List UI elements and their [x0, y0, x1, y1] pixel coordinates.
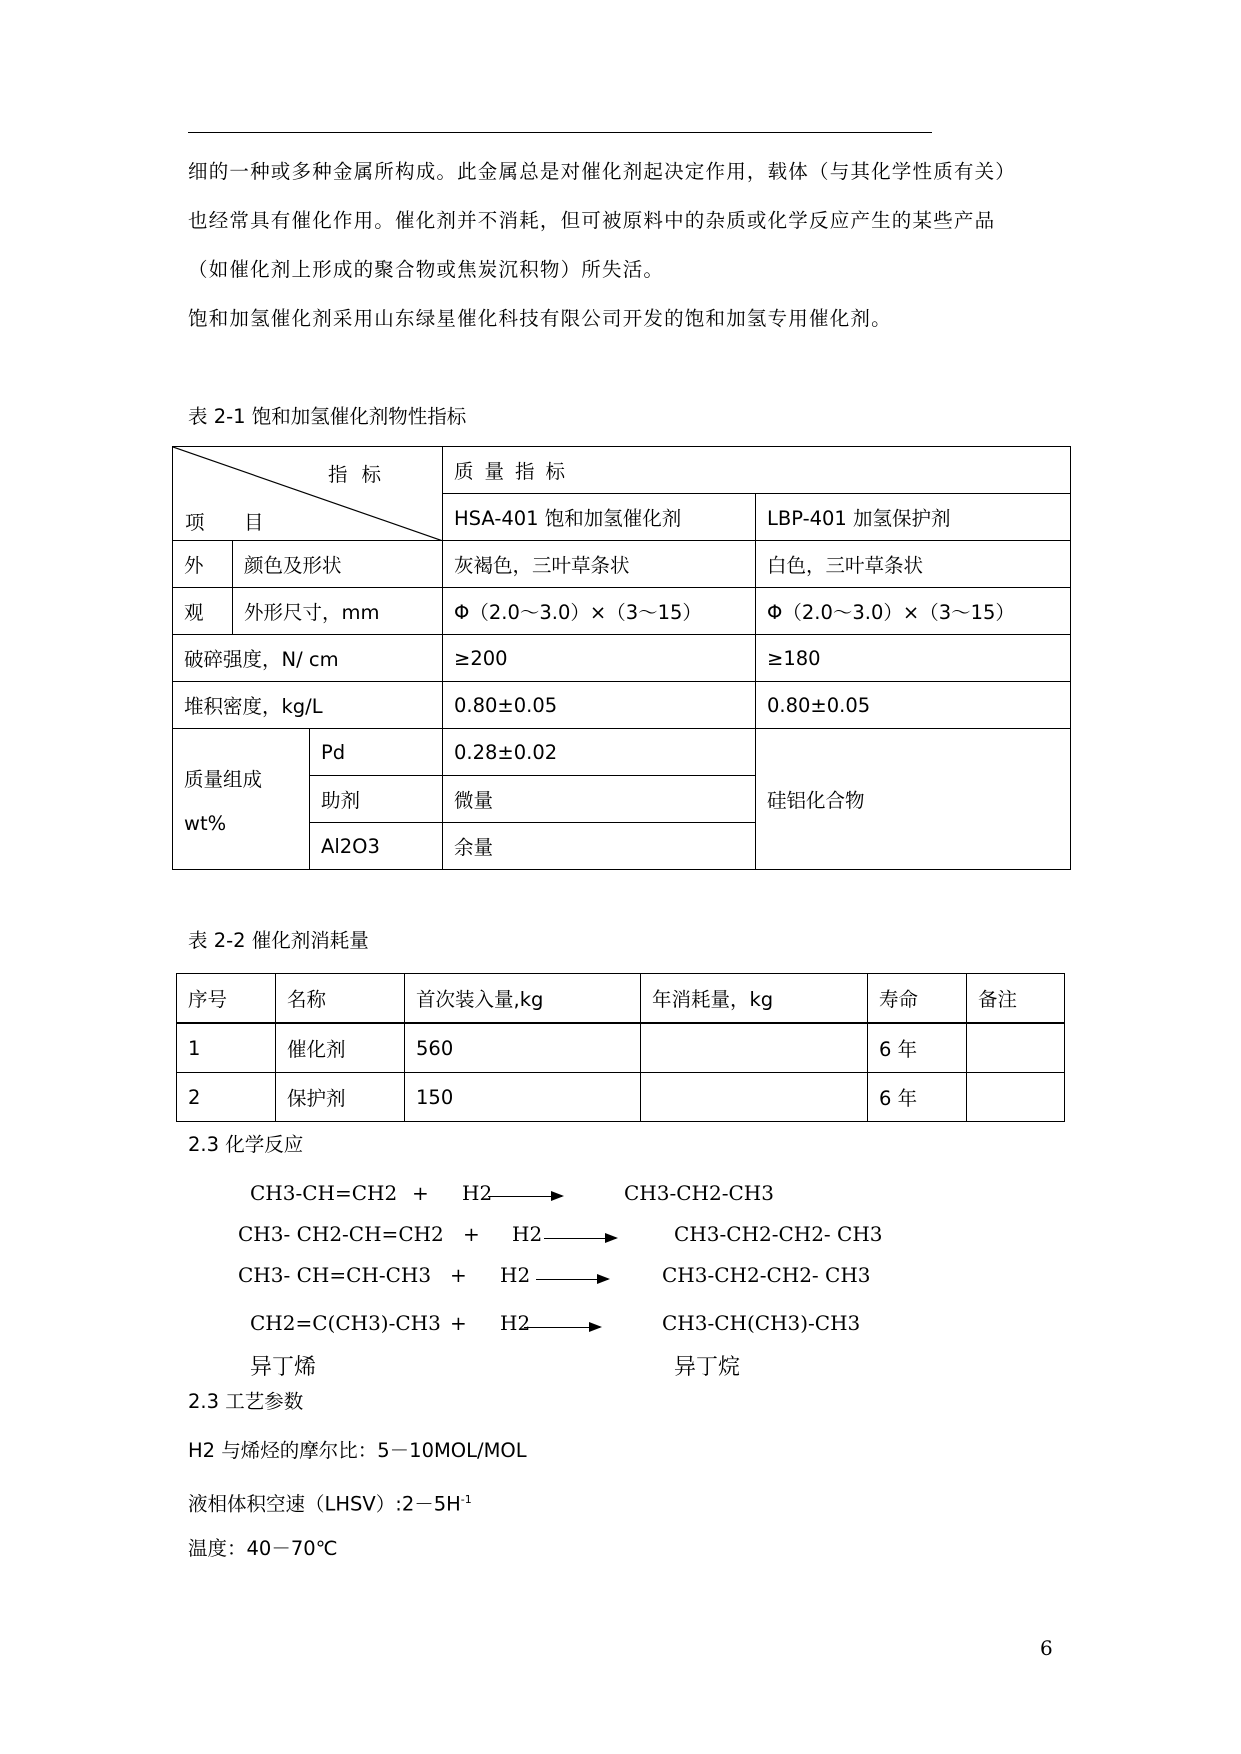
header-indicator-label: 指标	[328, 463, 396, 486]
reaction-2-plus: +	[463, 1222, 480, 1246]
table-cell: 2	[177, 1073, 276, 1122]
row-label-crush-strength: 破碎强度，N/ cm	[173, 635, 443, 682]
table-cell: 保护剂	[276, 1073, 405, 1122]
reaction-2-h2: H2	[512, 1222, 543, 1246]
reaction-3-product: CH3-CH2-CH2- CH3	[662, 1263, 871, 1287]
reaction-2-arrow	[544, 1238, 616, 1239]
reaction-2-product: CH3-CH2-CH2- CH3	[674, 1222, 883, 1246]
cell-value: ≥180	[756, 635, 1071, 682]
table-cell: 6 年	[868, 1023, 967, 1073]
col-header: 序号	[177, 974, 276, 1024]
component-value: 余量	[443, 823, 756, 870]
table-cell	[641, 1073, 868, 1122]
diagonal-line	[173, 447, 443, 541]
intro-line-4: 饱和加氢催化剂采用山东绿星催化科技有限公司开发的饱和加氢专用催化剂。	[188, 307, 892, 330]
param-h2-ratio: H2 与烯烃的摩尔比：5－10MOL/MOL	[188, 1439, 527, 1462]
table-cell: 1	[177, 1023, 276, 1073]
cell-value: Φ（2.0～3.0）×（3～15）	[756, 588, 1071, 635]
reaction-1-plus: +	[412, 1181, 429, 1205]
col-header: 年消耗量，kg	[641, 974, 868, 1024]
reaction-3-reactant: CH3- CH=CH-CH3	[238, 1263, 432, 1287]
reaction-3-h2: H2	[500, 1263, 531, 1287]
reaction-1-product: CH3-CH2-CH3	[624, 1181, 774, 1205]
reaction-1-h2: H2	[462, 1181, 493, 1205]
cell-value: 白色，三叶草条状	[756, 541, 1071, 588]
intro-line-1: 细的一种或多种金属所构成。此金属总是对催化剂起决定作用，载体（与其化学性质有关）	[188, 160, 1017, 183]
component-name: 助剂	[310, 776, 443, 823]
reaction-3-arrow	[536, 1279, 608, 1280]
reaction-2-reactant: CH3- CH2-CH=CH2	[238, 1222, 444, 1246]
reaction-4-reactant: CH2=C(CH3)-CH3	[250, 1311, 441, 1335]
table2-caption: 表 2-2 催化剂消耗量	[188, 929, 369, 952]
col-header: 首次装入量,kg	[405, 974, 641, 1024]
reaction-4-arrow	[524, 1327, 600, 1328]
reaction-4-plus: +	[450, 1311, 467, 1335]
component-value: 微量	[443, 776, 756, 823]
row-label-size: 外形尺寸，mm	[233, 588, 443, 635]
section-process-heading: 2.3 工艺参数	[188, 1390, 304, 1413]
cell-value: 灰褐色，三叶草条状	[443, 541, 756, 588]
cell-value: ≥200	[443, 635, 756, 682]
composition-label-a: 质量组成	[184, 767, 263, 791]
col-header: 名称	[276, 974, 405, 1024]
composition-label-cell	[173, 729, 310, 870]
appearance-label-a: 外	[173, 541, 233, 588]
appearance-label-b: 观	[173, 588, 233, 635]
col-header-hsa401: HSA-401 饱和加氢催化剂	[443, 494, 756, 541]
composition-label-b: wt%	[184, 811, 227, 835]
reaction-1-reactant: CH3-CH=CH2	[250, 1181, 398, 1205]
header-item-label-a: 项	[185, 511, 205, 534]
table-cell: 6 年	[868, 1073, 967, 1122]
composition-value-lbp401: 硅铝化合物	[756, 729, 1071, 870]
reaction-4-h2: H2	[500, 1311, 531, 1335]
table1-caption: 表 2-1 饱和加氢催化剂物性指标	[188, 405, 467, 428]
table-cell: 催化剂	[276, 1023, 405, 1073]
intro-line-3: （如催化剂上形成的聚合物或焦炭沉积物）所失活。	[188, 258, 665, 281]
param-temperature: 温度：40－70℃	[188, 1537, 338, 1560]
product-name-isobutane: 异丁烷	[674, 1355, 741, 1380]
component-name: Pd	[310, 729, 443, 776]
component-value: 0.28±0.02	[443, 729, 756, 776]
diagonal-header-cell	[173, 447, 443, 541]
reactant-name-isobutene: 异丁烯	[250, 1355, 317, 1380]
table-cell	[967, 1073, 1065, 1122]
reaction-4-product: CH3-CH(CH3)-CH3	[662, 1311, 861, 1335]
quality-header: 质量指标	[443, 447, 1071, 494]
table-cell	[967, 1023, 1065, 1073]
col-header: 备注	[967, 974, 1065, 1024]
row-label-bulk-density: 堆积密度，kg/L	[173, 682, 443, 729]
cell-value: Φ（2.0～3.0）×（3～15）	[443, 588, 756, 635]
page-number: 6	[1040, 1636, 1053, 1660]
cell-value: 0.80±0.05	[756, 682, 1071, 729]
intro-line-2: 也经常具有催化作用。催化剂并不消耗，但可被原料中的杂质或化学反应产生的某些产品	[188, 209, 996, 232]
table-cell: 150	[405, 1073, 641, 1122]
catalyst-properties-table	[172, 446, 1071, 870]
cell-value: 0.80±0.05	[443, 682, 756, 729]
param-lhsv: 液相体积空速$(LHSV):2-5H^{-1}$	[188, 1492, 472, 1516]
section-reaction-heading: 2.3 化学反应	[188, 1133, 304, 1156]
catalyst-consumption-table	[176, 973, 1065, 1122]
col-header: 寿命	[868, 974, 967, 1024]
table-cell	[641, 1023, 868, 1073]
table-cell: 560	[405, 1023, 641, 1073]
col-header-lbp401: LBP-401 加氢保护剂	[756, 494, 1071, 541]
component-name: Al2O3	[310, 823, 443, 870]
reaction-3-plus: +	[450, 1263, 467, 1287]
header-rule	[188, 132, 932, 133]
reaction-1-arrow	[488, 1196, 562, 1197]
row-label-color-shape: 颜色及形状	[233, 541, 443, 588]
header-item-label-b: 目	[244, 511, 264, 534]
